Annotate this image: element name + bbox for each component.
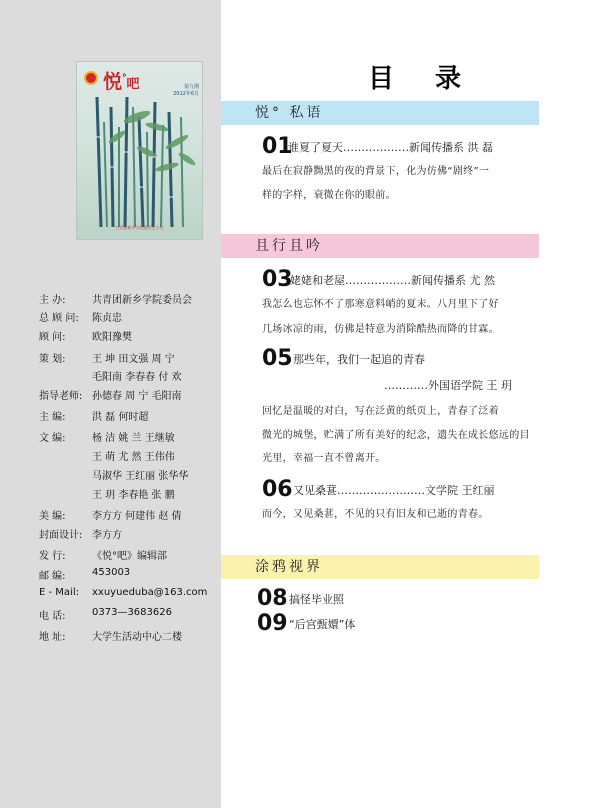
masthead-row: 总 顾 问: 陈贞忠 xyxy=(39,313,122,324)
page-title: 目 录 xyxy=(368,64,478,94)
entry-author: …………外国语学院 王 玥 xyxy=(384,379,512,392)
entry-title[interactable]: 搞怪毕业照 xyxy=(289,593,344,606)
masthead-row: E - Mail: xxuyueduba@163.com xyxy=(39,587,208,598)
masthead-row: 地 址: 大学生活动中心二楼 xyxy=(39,632,182,643)
entry-number: 05 xyxy=(262,346,293,371)
masthead-row: 马淑华 王红丽 张华华 xyxy=(92,471,189,482)
section-banner: 且行且吟 xyxy=(221,234,539,258)
bamboo-illustration-icon xyxy=(77,97,202,227)
entry-summary: 我怎么也忘怀不了那寒意料峭的夏末。八月里下了好 xyxy=(262,299,499,310)
league-emblem-icon xyxy=(84,71,98,85)
entry-summary: 光里，幸福一直不曾离开。 xyxy=(262,453,386,464)
masthead-row: 发 行: 《悦°吧》编辑部 xyxy=(39,551,167,562)
cover-footer: 共青团新乡学院委员会主办 xyxy=(115,225,164,230)
entry-summary: 几场冰凉的雨，仿佛是特意为消除酷热而降的甘霖。 xyxy=(262,324,499,335)
masthead-row: 文 编: 杨 洁 姚 兰 王继敏 xyxy=(39,433,175,444)
entry-number: 03 xyxy=(262,267,293,292)
masthead-row: 毛阳南 李春春 付 欢 xyxy=(92,372,182,383)
masthead-row: 王 玥 李春艳 张 鹏 xyxy=(92,490,175,501)
section-banner: 悦° 私语 xyxy=(221,101,539,125)
cover-title: 悦°吧 xyxy=(103,71,140,93)
masthead-row: 主 办: 共青团新乡学院委员会 xyxy=(39,295,192,306)
entry-number: 09 xyxy=(257,611,288,636)
masthead-row: 电 话: 0373—3683626 xyxy=(39,607,172,622)
entry-summary: 最后在寂静黝黑的夜的背景下，化为仿佛“剧终”一 xyxy=(262,166,490,177)
masthead-row: 美 编: 李方方 何建伟 赵 倩 xyxy=(39,511,182,522)
entry-summary: 样的字样，衰微在你的眼前。 xyxy=(262,190,396,201)
magazine-cover xyxy=(76,61,203,240)
entry-number: 01 xyxy=(262,134,293,159)
entry-summary: 微光的城堡，贮满了所有美好的纪念，遗失在成长悠远的目 xyxy=(262,430,530,441)
entry-title[interactable]: 谁夏了夏天………………新闻传播系 洪 磊 xyxy=(288,141,493,154)
masthead-row: 主 编: 洪 磊 何时超 xyxy=(39,412,149,423)
masthead-row: 指导老师: 孙德春 周 宁 毛阳南 xyxy=(39,391,182,402)
entry-title[interactable]: 那些年，我们一起追的青春 xyxy=(293,353,425,366)
entry-summary: 回忆是温暖的对白，写在泛黄的纸页上，青春了泛着 xyxy=(262,406,499,417)
entry-number: 06 xyxy=(262,477,293,502)
masthead-row: 邮 编: 453003 xyxy=(39,567,131,582)
masthead-row: 顾 问: 欧阳豫樊 xyxy=(39,332,132,343)
entry-number: 08 xyxy=(257,586,288,611)
masthead-row: 封面设计: 李方方 xyxy=(39,530,122,541)
entry-title[interactable]: 姥姥和老屋………………新闻传播系 尤 然 xyxy=(290,274,495,287)
masthead-row: 王 萌 尤 然 王伟伟 xyxy=(92,452,175,463)
entry-title[interactable]: 又见桑葚……………………文学院 王红丽 xyxy=(293,484,495,497)
masthead-row: 策 划: 王 坤 田文强 周 宁 xyxy=(39,354,175,365)
entry-title[interactable]: “后宫甄嬛”体 xyxy=(289,618,356,631)
cover-issue: 第九期 2012年6月 xyxy=(173,84,199,97)
entry-summary: 而今，又见桑葚，不见的只有旧友和已逝的青春。 xyxy=(262,509,489,520)
sidebar xyxy=(0,0,221,808)
section-banner: 涂鸦视界 xyxy=(221,555,539,579)
